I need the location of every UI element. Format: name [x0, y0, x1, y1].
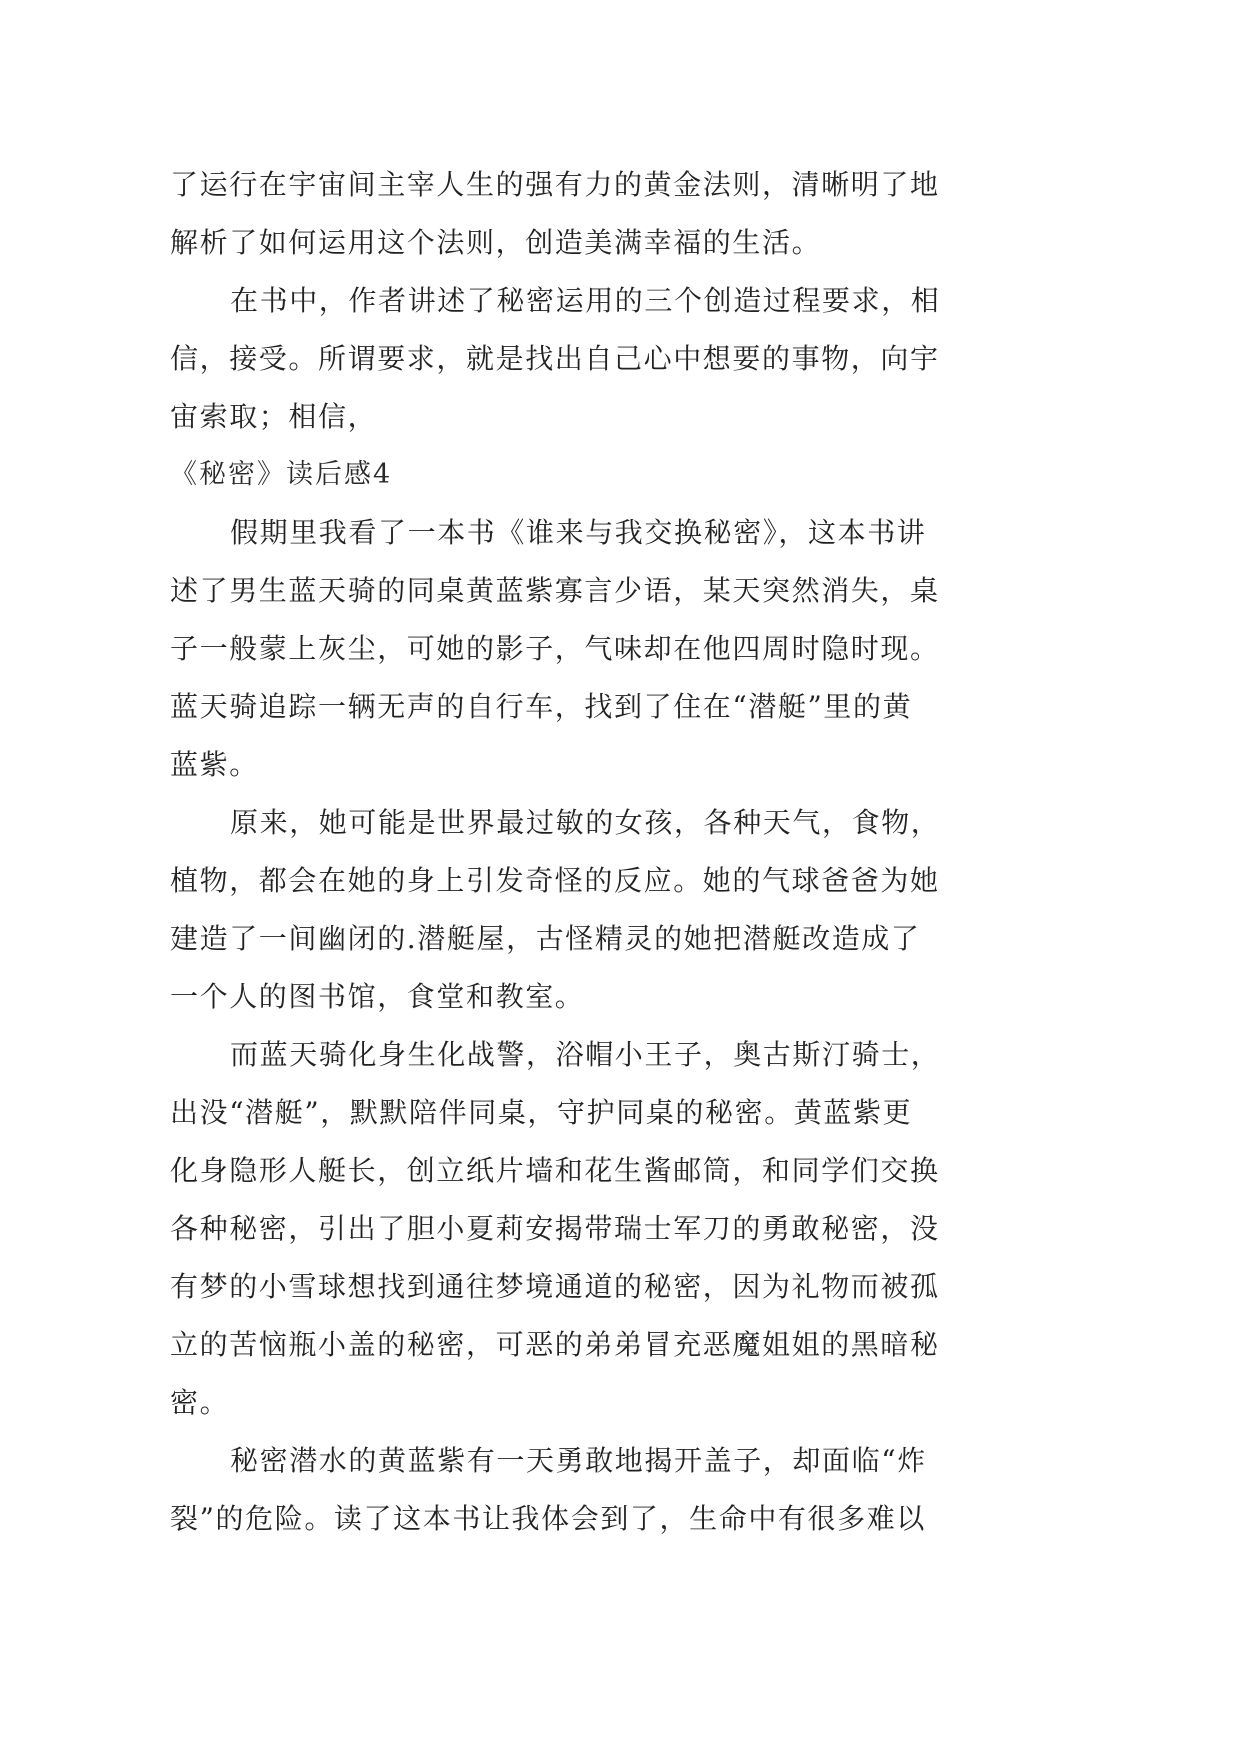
section-heading: 《秘密》读后感4 — [170, 459, 393, 490]
text-line: 信，接受。所谓要求，就是找出自己心中想要的事物，向宇 — [170, 342, 940, 375]
text-line: 宙索取；相信， — [170, 400, 378, 433]
text-line: 蓝紫。 — [170, 748, 259, 781]
text-line: 子一般蒙上灰尘，可她的影子，气味却在他四周时隐时现。 — [170, 632, 940, 665]
text-line: 建造了一间幽闭的.潜艇屋，古怪精灵的她把潜艇改造成了 — [170, 922, 921, 955]
paragraph — [170, 504, 970, 794]
text-line: 出没“潜艇”，默默陪伴同桌，守护同桌的秘密。黄蓝紫更 — [170, 1096, 913, 1129]
paragraph — [170, 156, 970, 272]
text-line: 立的苦恼瓶小盖的秘密，可恶的弟弟冒充恶魔姐姐的黑暗秘 — [170, 1328, 940, 1361]
document-body — [170, 156, 970, 1548]
paragraph — [170, 1432, 970, 1548]
text-line: 而蓝天骑化身生化战警，浴帽小王子，奥古斯汀骑士， — [230, 1038, 941, 1071]
text-line: 裂”的危险。读了这本书让我体会到了，生命中有很多难以 — [170, 1502, 926, 1535]
text-line: 化身隐形人艇长，创立纸片墙和花生酱邮筒，和同学们交换 — [170, 1154, 940, 1187]
text-line: 了运行在宇宙间主宰人生的强有力的黄金法则，清晰明了地 — [170, 168, 940, 201]
paragraph — [170, 272, 970, 446]
text-line: 假期里我看了一本书《谁来与我交换秘密》，这本书讲 — [230, 516, 927, 549]
paragraph — [170, 1026, 970, 1432]
text-line: 有梦的小雪球想找到通往梦境通道的秘密，因为礼物而被孤 — [170, 1270, 940, 1303]
text-line: 植物，都会在她的身上引发奇怪的反应。她的气球爸爸为她 — [170, 864, 940, 897]
text-line: 密。 — [170, 1386, 230, 1419]
text-line: 各种秘密，引出了胆小夏莉安揭带瑞士军刀的勇敢秘密，没 — [170, 1212, 940, 1245]
text-line: 在书中，作者讲述了秘密运用的三个创造过程要求，相 — [230, 284, 941, 317]
text-line: 秘密潜水的黄蓝紫有一天勇敢地揭开盖子，却面临“炸 — [230, 1444, 927, 1477]
text-line: 原来，她可能是世界最过敏的女孩，各种天气，食物， — [230, 806, 941, 839]
text-line: 解析了如何运用这个法则，创造美满幸福的生活。 — [170, 226, 822, 259]
paragraph — [170, 794, 970, 1026]
text-line: 述了男生蓝天骑的同桌黄蓝紫寡言少语，某天突然消失，桌 — [170, 574, 940, 607]
text-line: 蓝天骑追踪一辆无声的自行车，找到了住在“潜艇”里的黄 — [170, 690, 913, 723]
text-line: 一个人的图书馆，食堂和教室。 — [170, 980, 585, 1013]
